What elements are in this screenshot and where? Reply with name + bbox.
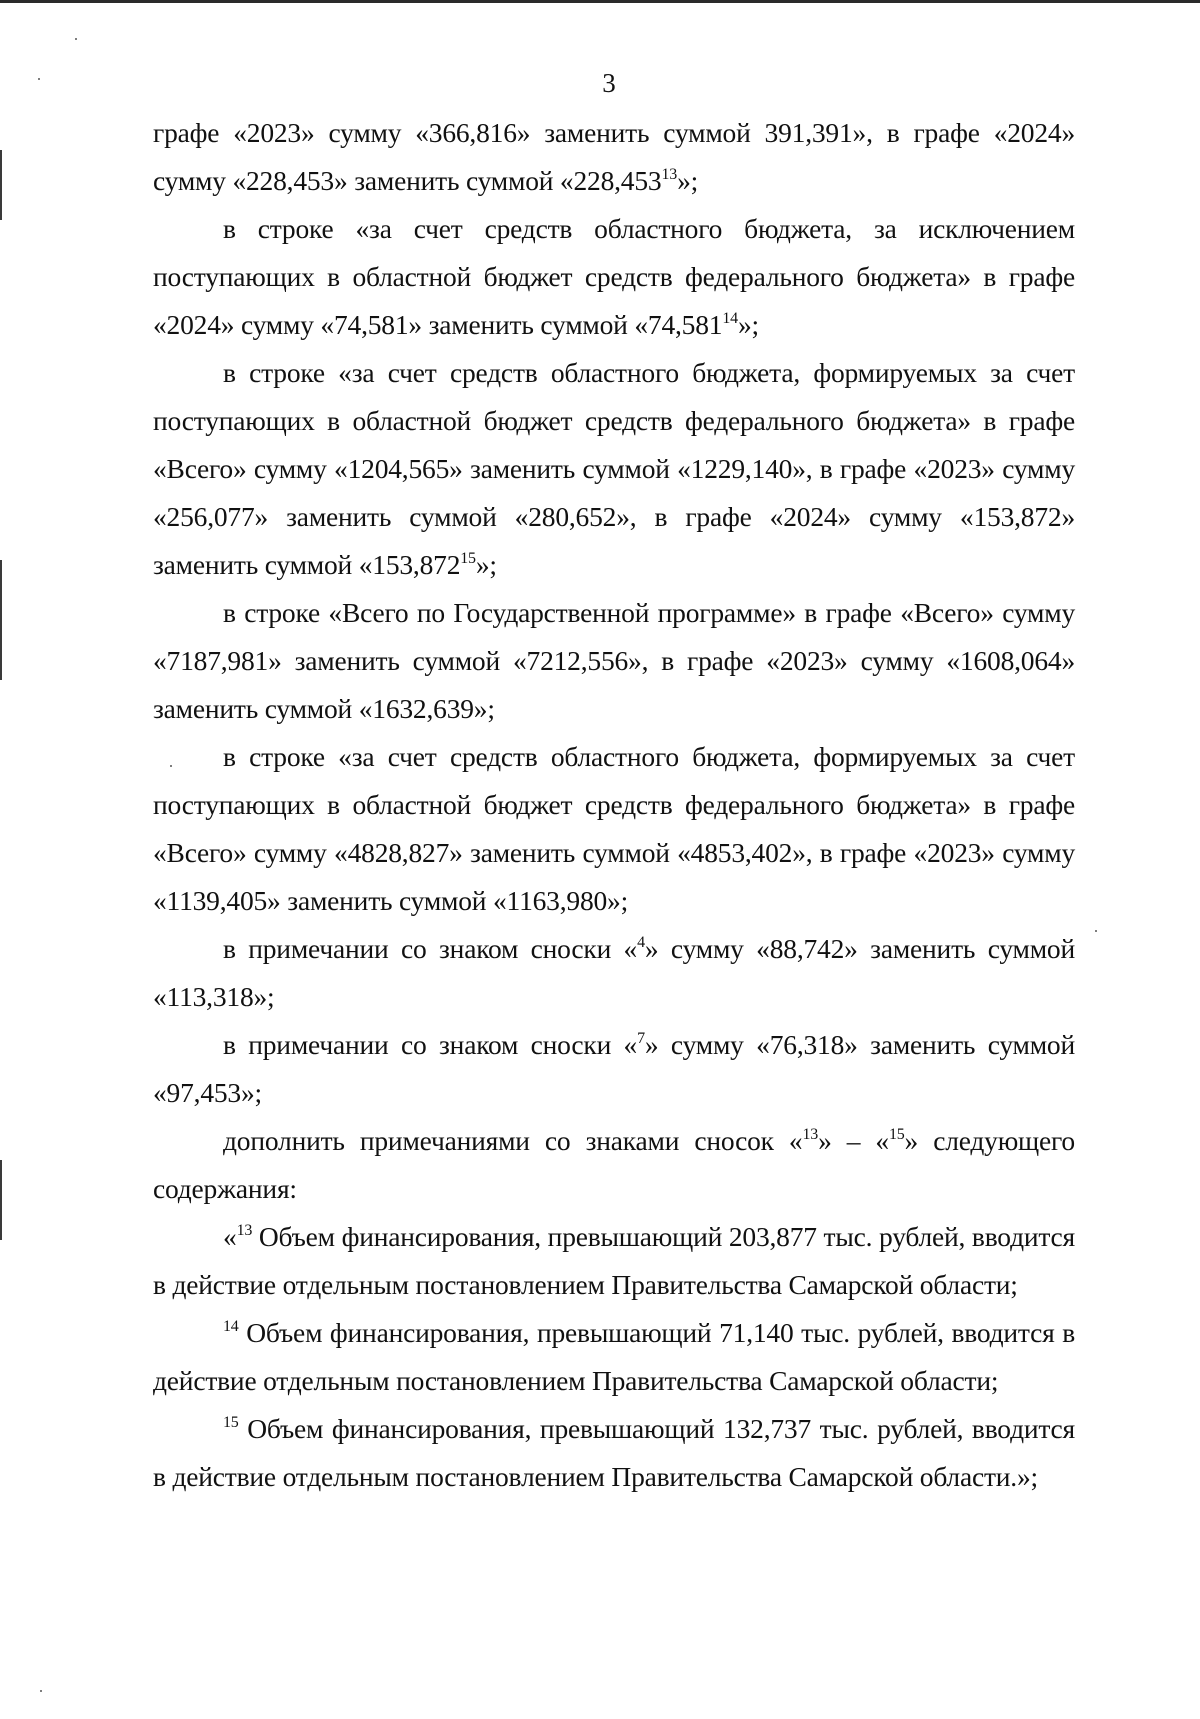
footnote-mark: 14 xyxy=(223,1318,239,1335)
paragraph-p3 xyxy=(153,349,1075,589)
text-segment: дополнить примечаниями со знаками сносок « xyxy=(223,1125,803,1156)
text-segment: « xyxy=(223,1221,237,1252)
document-body xyxy=(153,109,1075,1501)
text-segment: в строке «за счет средств областного бюджета, формируемых за счет поступающих в областной бюджет средств федерального бюджета» в графе «Всего» сумму «1204,565» заменить суммой «1229,140», в графе «2023» сумму «256,077» заменить суммой «280,652», в графе «2024» сумму «153,872» заменить суммой «153,872 xyxy=(153,357,1075,580)
text-segment: » следующего содержания: xyxy=(153,1125,1075,1204)
scan-speck xyxy=(170,765,172,767)
scan-left-edge-mark xyxy=(0,150,2,220)
text-segment: в примечании со знаком сноски « xyxy=(223,933,638,964)
paragraph-p1 xyxy=(153,109,1075,205)
footnote-mark: 15 xyxy=(223,1414,239,1431)
scan-left-edge-mark xyxy=(0,560,2,680)
text-segment: Объем финансирования, превышающий 203,877 тыс. рублей, вводится в действие отдельным постановлением Правительства Самарской области; xyxy=(153,1221,1075,1300)
scan-speck xyxy=(38,78,40,80)
footnote-mark: 15 xyxy=(460,550,476,567)
text-segment: в строке «за счет средств областного бюджета, за исключением поступающих в областной бюджет средств федерального бюджета» в графе «2024» сумму «74,581» заменить суммой «74,581 xyxy=(153,213,1075,340)
paragraph-p10 xyxy=(153,1309,1075,1405)
footnote-mark: 4 xyxy=(637,934,645,951)
text-segment: » сумму «88,742» заменить суммой «113,318»; xyxy=(153,933,1075,1012)
scan-speck xyxy=(1095,930,1097,932)
paragraph-p8 xyxy=(153,1117,1075,1213)
text-segment: Объем финансирования, превышающий 132,737 тыс. рублей, вводится в действие отдельным постановлением Правительства Самарской области.»; xyxy=(153,1413,1075,1492)
footnote-mark: 13 xyxy=(802,1126,819,1143)
scan-top-edge xyxy=(0,0,1200,3)
footnote-mark: 14 xyxy=(722,310,738,327)
text-segment: Объем финансирования, превышающий 71,140 тыс. рублей, вводится в действие отдельным постановлением Правительства Самарской области; xyxy=(153,1317,1075,1396)
text-segment: » сумму «76,318» заменить суммой «97,453»; xyxy=(153,1029,1075,1108)
footnote-mark: 13 xyxy=(661,166,678,183)
text-segment: графе «2023» сумму «366,816» заменить суммой 391,391», в графе «2024» сумму «228,453» заменить суммой «228,453 xyxy=(153,117,1075,196)
footnote-mark: 7 xyxy=(637,1030,645,1047)
paragraph-p2 xyxy=(153,205,1075,349)
text-segment: »; xyxy=(475,549,497,580)
footnote-mark: 15 xyxy=(888,1126,905,1143)
text-segment: »; xyxy=(737,309,759,340)
footnote-mark: 13 xyxy=(236,1222,253,1239)
paragraph-p9 xyxy=(153,1213,1075,1309)
text-segment: в примечании со знаком сноски « xyxy=(223,1029,638,1060)
page-number: 3 xyxy=(602,68,616,98)
scan-speck xyxy=(75,38,77,40)
text-segment: в строке «Всего по Государственной программе» в графе «Всего» сумму «7187,981» заменить суммой «7212,556», в графе «2023» сумму «1608,064» заменить суммой «1632,639»; xyxy=(153,597,1075,724)
paragraph-p4 xyxy=(153,589,1075,733)
text-segment: »; xyxy=(677,165,699,196)
text-segment: в строке «за счет средств областного бюджета, формируемых за счет поступающих в областной бюджет средств федерального бюджета» в графе «Всего» сумму «4828,827» заменить суммой «4853,402», в графе «2023» сумму «1139,405» заменить суммой «1163,980»; xyxy=(153,741,1075,916)
paragraph-p5 xyxy=(153,733,1075,925)
paragraph-p11 xyxy=(153,1405,1075,1501)
paragraph-p7 xyxy=(153,1021,1075,1117)
scan-left-edge-mark xyxy=(0,1160,2,1240)
scan-speck xyxy=(40,1690,42,1692)
text-segment: » – « xyxy=(818,1125,889,1156)
paragraph-p6 xyxy=(153,925,1075,1021)
